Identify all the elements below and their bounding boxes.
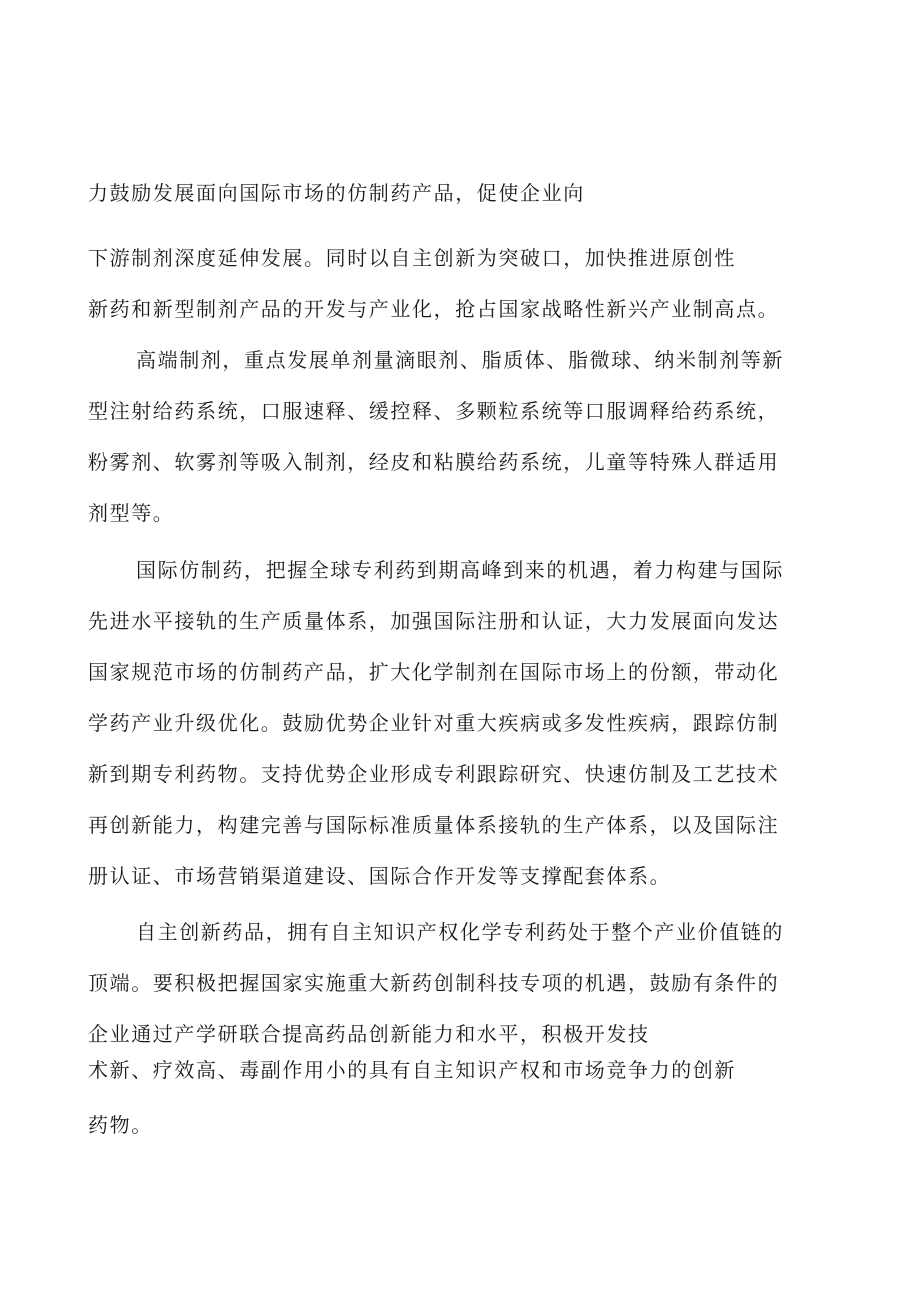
text-line: 下游制剂深度延伸发展。同时以自主创新为突破口，加快推进原创性	[88, 246, 736, 270]
paragraph-start-line: 高端制剂，重点发展单剂量滴眼剂、脂质体、脂微球、纳米制剂等新	[136, 348, 784, 372]
text-line: 粉雾剂、软雾剂等吸入制剂，经皮和粘膜给药系统，儿童等特殊人群适用	[88, 450, 780, 474]
text-line: 新到期专利药物。支持优势企业形成专利跟踪研究、快速仿制及工艺技术	[88, 762, 780, 786]
paragraph-start-line: 自主创新药品，拥有自主知识产权化学专利药处于整个产业价值链的	[136, 920, 784, 944]
text-line: 剂型等。	[88, 501, 175, 525]
text-line: 型注射给药系统，口服速释、缓控释、多颗粒系统等口服调释给药系统，	[88, 399, 780, 423]
text-line: 新药和新型制剂产品的开发与产业化，抢占国家战略性新兴产业制高点。	[88, 297, 780, 321]
paragraph-start-line: 国际仿制药，把握全球专利药到期高峰到来的机遇，着力构建与国际	[136, 558, 784, 582]
text-line: 力鼓励发展面向国际市场的仿制药产品，促使企业向	[88, 181, 585, 205]
text-line: 国家规范市场的仿制药产品，扩大化学制剂在国际市场上的份额，带动化	[88, 660, 780, 684]
text-line: 册认证、市场营销渠道建设、国际合作开发等支撑配套体系。	[88, 864, 672, 888]
text-line: 顶端。要积极把握国家实施重大新药创制科技专项的机遇，鼓励有条件的	[88, 971, 780, 995]
text-line: 术新、疗效高、毒副作用小的具有自主知识产权和市场竞争力的创新	[88, 1058, 736, 1082]
text-line: 再创新能力，构建完善与国际标准质量体系接轨的生产体系，以及国际注	[88, 813, 780, 837]
text-line: 企业通过产学研联合提高药品创新能力和水平，积极开发技	[88, 1022, 650, 1046]
text-line: 先进水平接轨的生产质量体系，加强国际注册和认证，大力发展面向发达	[88, 609, 780, 633]
text-line: 药物。	[88, 1113, 153, 1137]
text-line: 学药产业升级优化。鼓励优势企业针对重大疾病或多发性疾病，跟踪仿制	[88, 711, 780, 735]
